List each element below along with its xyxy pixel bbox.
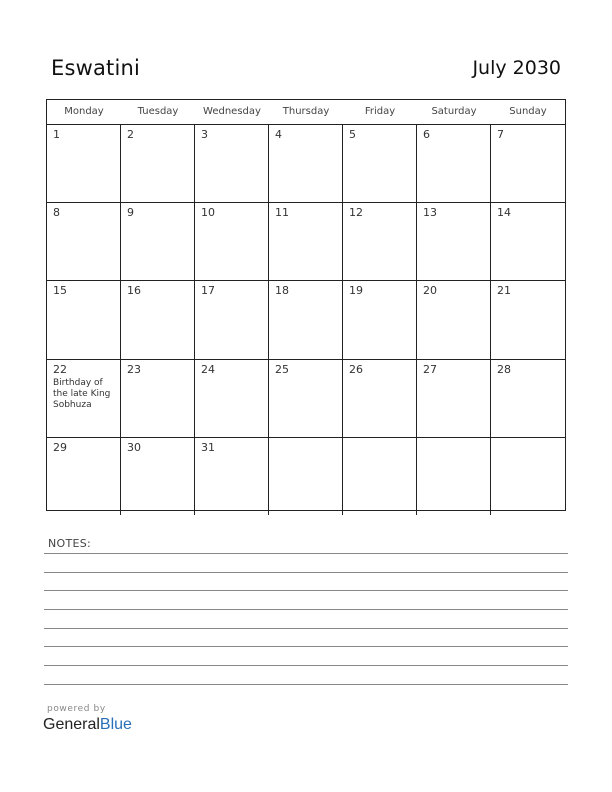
day-cell <box>491 125 565 202</box>
weekday-friday: Friday <box>364 106 396 117</box>
note-line <box>44 572 568 573</box>
day-number: 31 <box>201 440 215 454</box>
day-number: 20 <box>423 284 437 298</box>
note-line <box>44 628 568 629</box>
brand-general-text: General <box>43 716 100 733</box>
note-line <box>44 553 568 554</box>
day-number: 25 <box>275 362 289 376</box>
weekday-saturday: Saturday <box>431 106 477 117</box>
day-cell <box>417 203 491 280</box>
day-number: 24 <box>201 362 215 376</box>
day-number: 18 <box>275 284 289 298</box>
day-cell <box>47 438 121 515</box>
day-number: 19 <box>349 284 363 298</box>
day-number: 13 <box>423 206 437 220</box>
week-row-3 <box>47 281 565 359</box>
day-cell <box>121 360 195 437</box>
note-line <box>44 590 568 591</box>
day-number: 4 <box>275 128 282 141</box>
day-cell <box>269 203 343 280</box>
empty-day-cell <box>491 438 565 515</box>
empty-day-cell <box>269 438 343 515</box>
day-number: 15 <box>53 284 67 298</box>
day-cell <box>195 360 269 437</box>
day-number: 1 <box>53 128 60 141</box>
day-cell <box>269 360 343 437</box>
day-cell <box>195 203 269 280</box>
holiday-label: Birthday of the late King Sobhuza <box>53 377 111 410</box>
week-row-5 <box>47 438 565 515</box>
day-cell <box>195 125 269 202</box>
week-row-1 <box>47 125 565 203</box>
day-cell <box>195 438 269 515</box>
brand-blue-text: Blue <box>99 716 132 733</box>
day-cell <box>47 281 121 358</box>
day-cell <box>343 281 417 358</box>
day-number: 10 <box>201 206 215 220</box>
day-number: 30 <box>127 440 141 454</box>
calendar-grid <box>46 99 566 511</box>
weekday-header-row <box>47 100 565 125</box>
note-line <box>44 684 568 685</box>
day-cell <box>417 125 491 202</box>
day-cell <box>491 281 565 358</box>
day-number: 11 <box>275 206 289 220</box>
day-cell <box>491 203 565 280</box>
weekday-thursday: Thursday <box>282 106 330 117</box>
note-line <box>44 609 568 610</box>
note-line <box>44 665 568 666</box>
note-line <box>44 646 568 647</box>
day-cell <box>491 360 565 437</box>
generalblue-logo <box>43 716 132 734</box>
day-number: 21 <box>497 284 511 298</box>
day-number: 14 <box>497 206 511 220</box>
day-cell <box>47 360 121 437</box>
day-cell <box>343 360 417 437</box>
empty-day-cell <box>343 438 417 515</box>
day-cell <box>343 125 417 202</box>
day-number: 7 <box>497 128 504 141</box>
day-number: 29 <box>53 440 67 454</box>
notes-label: NOTES: <box>48 537 92 550</box>
week-row-4 <box>47 360 565 438</box>
day-cell <box>121 438 195 515</box>
day-cell <box>195 281 269 358</box>
weekday-sunday: Sunday <box>509 106 547 117</box>
day-number: 28 <box>497 362 511 376</box>
day-cell <box>269 281 343 358</box>
day-number: 8 <box>53 206 60 220</box>
day-number: 2 <box>127 128 134 141</box>
day-cell <box>121 125 195 202</box>
day-number: 12 <box>349 206 363 220</box>
weekday-monday: Monday <box>64 106 104 117</box>
day-number: 17 <box>201 284 215 298</box>
day-number: 27 <box>423 362 437 376</box>
day-cell <box>417 281 491 358</box>
day-number: 23 <box>127 362 141 376</box>
empty-day-cell <box>417 438 491 515</box>
day-number: 6 <box>423 128 430 141</box>
day-cell <box>343 203 417 280</box>
country-title: Eswatini <box>51 56 141 80</box>
day-cell <box>47 203 121 280</box>
month-year-title: July 2030 <box>472 57 561 79</box>
day-number: 16 <box>127 284 141 298</box>
day-number: 22 <box>53 362 67 376</box>
day-cell <box>121 203 195 280</box>
day-number: 3 <box>201 128 208 141</box>
day-number: 9 <box>127 206 134 220</box>
day-cell <box>47 125 121 202</box>
day-cell <box>417 360 491 437</box>
day-number: 5 <box>349 128 356 141</box>
day-cell <box>121 281 195 358</box>
day-number: 26 <box>349 362 363 376</box>
powered-by-label: powered by <box>47 704 106 714</box>
day-cell <box>269 125 343 202</box>
weekday-tuesday: Tuesday <box>137 106 179 117</box>
week-row-2 <box>47 203 565 281</box>
weekday-wednesday: Wednesday <box>203 106 261 117</box>
